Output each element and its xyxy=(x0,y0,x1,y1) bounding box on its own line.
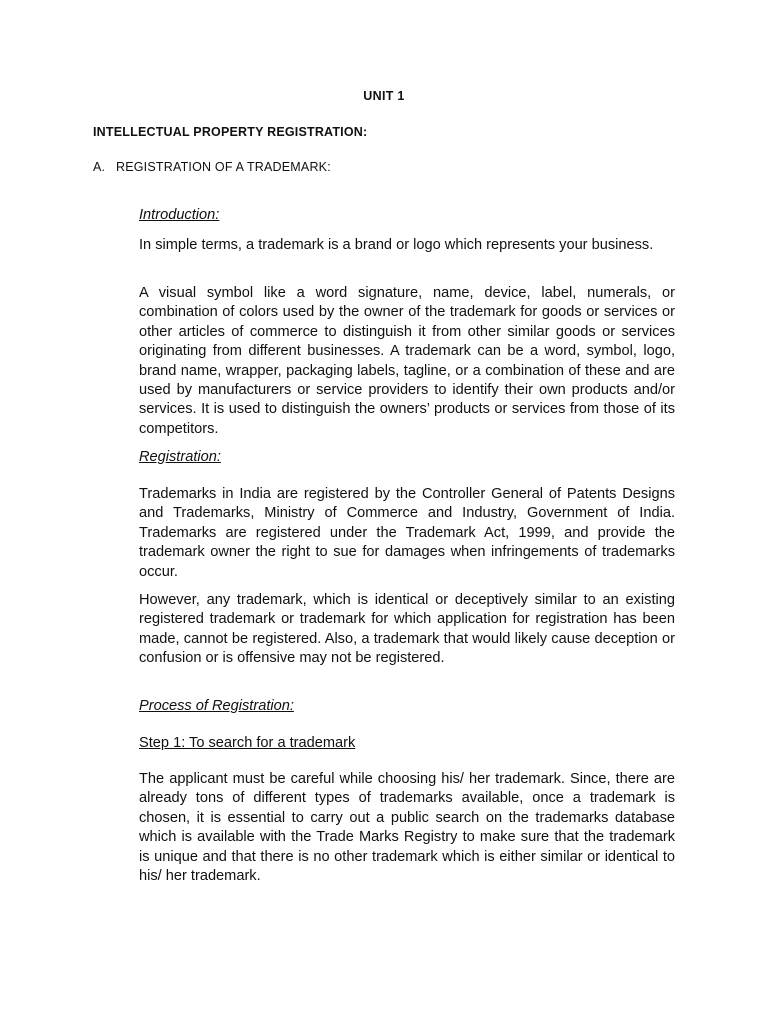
paragraph-text: The applicant must be careful while choosing his/ her trademark. Since, there are already tons of different types of trademarks available, once a trademark is chosen, it is essential to carry out a public search on the trademarks database which is available with the Trade Marks Registry to make sure that the trademark is unique and that there is no other trademark which is either similar or identical to his/ her trademark. xyxy=(139,771,675,885)
step-1-paragraph xyxy=(139,770,675,886)
paragraph-text: A visual symbol like a word signature, name, device, label, numerals, or combination of colors used by the owner of the trademark for goods or services or other articles of commerce to distinguish it from other similar goods or services originating from different businesses. A trademark can be a word, symbol, logo, brand name, wrapper, packaging labels, tagline, or a combination of these and are used by manufacturers or service providers to identify their own products and/or services. It is used to distinguish the owners’ products or services from those of its competitors. xyxy=(139,285,675,437)
subsection-title-text: REGISTRATION OF A TRADEMARK: xyxy=(116,160,331,174)
introduction-paragraph-2 xyxy=(139,284,675,439)
paragraph-text: Trademarks in India are registered by the Controller General of Patents Designs and Trademarks, Ministry of Commerce and Industry, Government of India. Trademarks are registered under the Trademark Act, 1999, and provide the trademark owner the right to sue for damages when infringements of trademarks occur. xyxy=(139,486,675,580)
paragraph-text: However, any trademark, which is identical or deceptively similar to an existing registered trademark or trademark for which application for registration has been made, cannot be registered. Also, a trademark that would likely cause deception or confusion or is offensive may not be registered. xyxy=(139,592,675,667)
registration-heading: Registration: xyxy=(139,449,221,465)
section-title: INTELLECTUAL PROPERTY REGISTRATION: xyxy=(93,125,368,139)
registration-paragraph-1 xyxy=(139,485,675,582)
introduction-heading: Introduction: xyxy=(139,207,220,223)
subsection-marker: A. xyxy=(93,160,106,174)
process-heading: Process of Registration: xyxy=(139,698,294,714)
paragraph-text: In simple terms, a trademark is a brand or logo which represents your business. xyxy=(139,237,654,253)
registration-paragraph-2 xyxy=(139,591,675,669)
unit-title: UNIT 1 xyxy=(363,89,405,103)
subsection-title xyxy=(93,160,331,174)
step-1-heading: Step 1: To search for a trademark xyxy=(139,735,356,751)
introduction-paragraph-1 xyxy=(139,236,675,255)
